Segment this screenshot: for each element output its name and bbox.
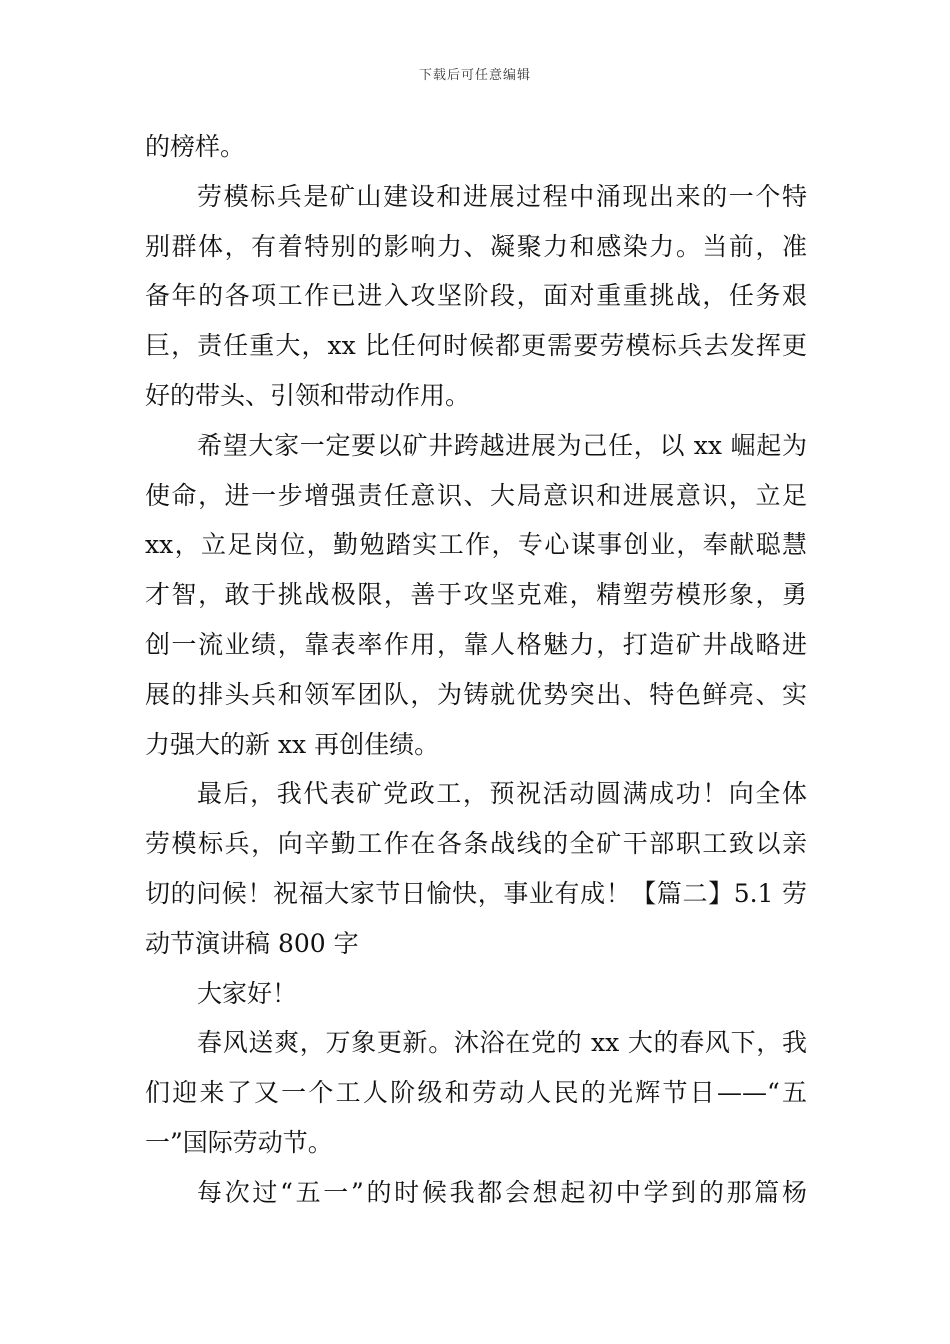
text-line: 展的排头兵和领军团队，为铸就优势突出、特色鲜亮、实: [145, 679, 807, 709]
text-line: 一”国际劳动节。: [145, 1127, 333, 1157]
text-line: 切的问候！祝福大家节日愉快，事业有成！【篇二】5.1 劳: [145, 878, 807, 908]
text-line: 每次过“五一”的时候我都会想起初中学到的那篇杨: [197, 1177, 807, 1207]
text-line: 动节演讲稿 800 字: [145, 928, 359, 958]
document-body: [145, 122, 807, 1218]
text-line: 备年的各项工作已进入攻坚阶段，面对重重挑战，任务艰: [145, 281, 807, 311]
text-line: 劳模标兵，向辛勤工作在各条战线的全矿干部职工致以亲: [145, 829, 807, 859]
text-line: 巨，责任重大，xx 比任何时候都更需要劳模标兵去发挥更: [145, 331, 807, 361]
text-line: 才智，敢于挑战极限，善于攻坚克难，精塑劳模形象，勇: [145, 580, 807, 610]
text-line: 好的带头、引领和带动作用。: [145, 380, 471, 410]
text-line: 大家好！: [197, 978, 298, 1008]
text-line: 希望大家一定要以矿井跨越进展为己任，以 xx 崛起为: [197, 430, 807, 460]
text-line: xx，立足岗位，勤勉踏实工作，专心谋事创业，奉献聪慧: [145, 530, 807, 560]
text-line: 别群体，有着特别的影响力、凝聚力和感染力。当前，准: [145, 231, 807, 261]
text-line: 力强大的新 xx 再创佳绩。: [145, 729, 440, 759]
text-line: 的榜样。: [145, 132, 246, 161]
text-line: 劳模标兵是矿山建设和进展过程中涌现出来的一个特: [197, 181, 807, 211]
text-line: 最后，我代表矿党政工，预祝活动圆满成功！向全体: [197, 779, 807, 809]
text-line: 创一流业绩，靠表率作用，靠人格魅力，打造矿井战略进: [145, 629, 807, 659]
text-line: 使命，进一步增强责任意识、大局意识和进展意识，立足: [145, 480, 807, 510]
page-header: 下载后可任意编辑: [418, 68, 531, 83]
text-line: 春风送爽，万象更新。沐浴在党的 xx 大的春风下，我: [197, 1028, 807, 1058]
text-line: 们迎来了又一个工人阶级和劳动人民的光辉节日——“五: [145, 1078, 807, 1108]
